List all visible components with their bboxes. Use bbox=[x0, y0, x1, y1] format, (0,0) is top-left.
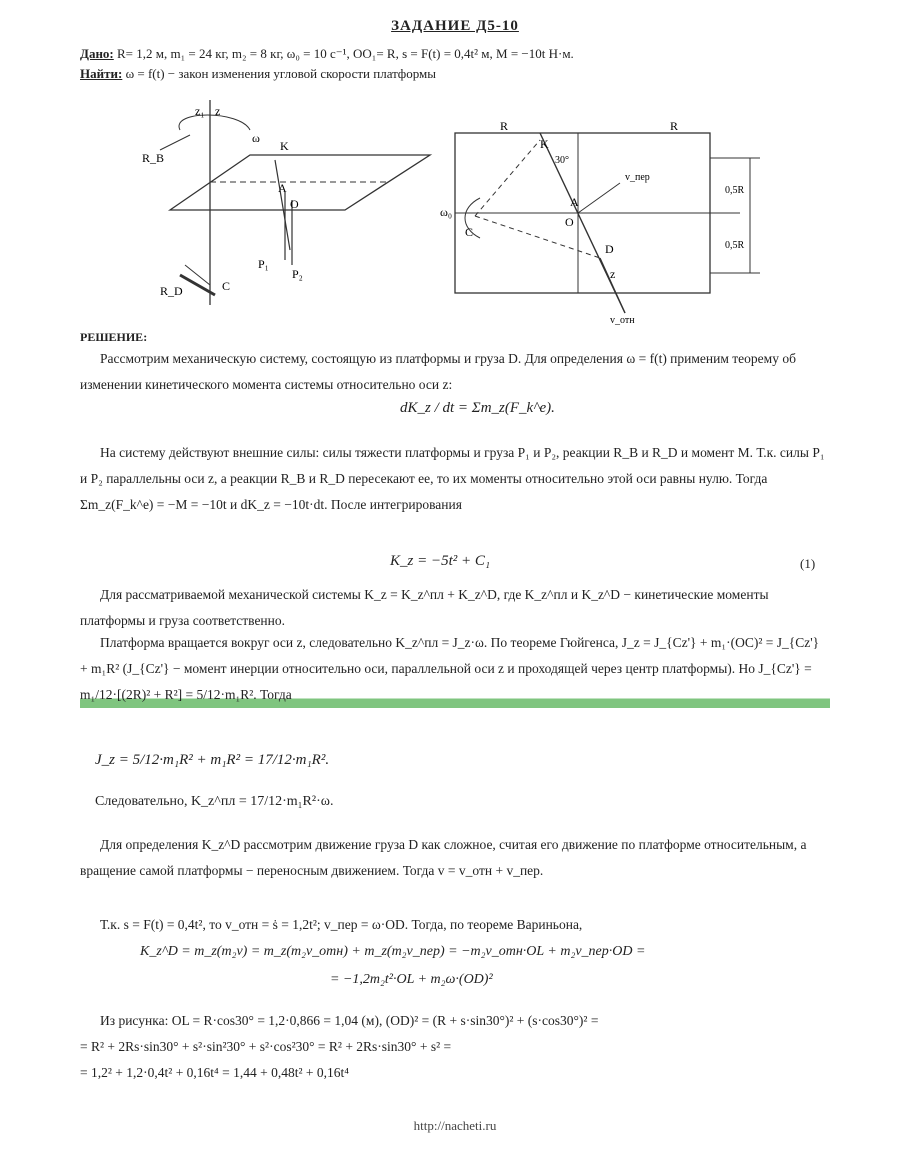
solution-paragraph-9: = 1,2² + 1,2·0,4t² + 0,16t⁴ = 1,44 + 0,48t² + 0,16t⁴ bbox=[80, 1065, 349, 1080]
dashed-od bbox=[475, 216, 600, 258]
solution-label: РЕШЕНИЕ: bbox=[80, 330, 148, 344]
equation-1: dK_z / dt = Σm_z(F_k^e). bbox=[400, 400, 555, 416]
groove-line bbox=[275, 160, 290, 250]
fig-left-label-0: z₁ bbox=[195, 104, 205, 118]
solution-paragraph-2: На систему действуют внешние силы: силы тяжести платформы и груза P₁ и P₂, реакции R_B и R_D и момент M. Т.к. силы P₁ и P₂ параллельны оси z, а реакции R_B и R_D пересекают ее, то их моменты относительно этой оси равны нулю. Тогда Σm_z(F_k^e) = −M = −10t и dK_z = −10t·dt. После интегрирования bbox=[80, 445, 825, 512]
fig-right-label-2: K bbox=[540, 137, 549, 151]
fig-right-label-12: v_отн bbox=[610, 315, 635, 326]
find-line bbox=[80, 66, 436, 82]
fig-left-label-2: ω bbox=[252, 131, 260, 145]
fig-right-label-10: 0,5R bbox=[725, 185, 745, 196]
fig-right-label-6: D bbox=[605, 242, 614, 256]
v-perenos-arrow bbox=[578, 183, 620, 213]
equation-5: K_z^D = m_z(m₂v) = m_z(m₂v_отн) + m_z(m₂v_пер) = −m₂v_отн·OL + m₂v_пер·OD = bbox=[140, 944, 646, 959]
fig-right-label-13: v_пер bbox=[625, 172, 650, 183]
fig-right-label-8: ω₀ bbox=[440, 205, 453, 219]
find-text: ω = f(t) − закон изменения угловой скорости платформы bbox=[125, 66, 436, 81]
dashed-ok bbox=[475, 140, 540, 216]
fig-right-label-1: R bbox=[670, 119, 679, 133]
fig-right-label-7: z bbox=[610, 267, 616, 281]
fig-left-label-3: K bbox=[280, 139, 289, 153]
given-line bbox=[80, 46, 574, 62]
solution-paragraph-8: = R² + 2Rs·sin30° + s²·sin²30° + s²·cos²30° = R² + 2Rs·sin30° + s² = bbox=[80, 1039, 452, 1054]
solution-paragraph-6: Т.к. s = F(t) = 0,4t², то v_отн = ṡ = 1,2t²; v_пер = ω·OD. Тогда, по теореме Вариньона, bbox=[100, 917, 583, 932]
reaction-rd-arrow bbox=[185, 265, 210, 285]
fig-right-label-3: 30° bbox=[555, 155, 569, 166]
solution-paragraph-3: Для рассматриваемой механической системы K_z = K_z^пл + K_z^D, где K_z^пл и K_z^D − кинетические моменты платформы и груза соответственно. bbox=[80, 587, 769, 628]
footer-url[interactable]: http://nacheti.ru bbox=[413, 1118, 497, 1133]
fig-left-label-7: P₂ bbox=[292, 267, 303, 281]
fig-right-label-5: O bbox=[565, 215, 574, 229]
equation-6: = −1,2m₂t²·OL + m₂ω·(OD)² bbox=[330, 972, 493, 987]
equation-2: K_z = −5t² + C₁ bbox=[390, 553, 491, 569]
figure-right-topview bbox=[440, 118, 780, 328]
given-label: Дано: bbox=[80, 46, 114, 61]
fig-left-label-6: P₁ bbox=[258, 257, 269, 271]
page-title: ЗАДАНИЕ Д5-10 bbox=[391, 18, 519, 34]
equation-4: Следовательно, K_z^пл = 17/12·m₁R²·ω. bbox=[95, 794, 334, 809]
fig-left-label-1: z bbox=[215, 104, 221, 118]
fig-right-label-9: C bbox=[465, 225, 474, 239]
fig-right-label-11: 0,5R bbox=[725, 240, 745, 251]
solution-paragraph-4: Платформа вращается вокруг оси z, следовательно K_z^пл = J_z·ω. По теореме Гюйгенса, J_z = J_{Cz'} + m₁·(OC)² = J_{Cz'} + m₁R² (J_{Cz'} − момент инерции относительно оси, параллельной оси z и проходящей через центр платформы). Но J_{Cz'} = m₁/12·[(2R)² + R²] = 5/12·m₁R². Тогда bbox=[80, 630, 830, 708]
reaction-rb-arrow bbox=[160, 135, 190, 150]
fig-right-label-4: A bbox=[570, 195, 579, 209]
fig-left-label-4: A bbox=[278, 181, 287, 195]
fig-left-label-10: C bbox=[222, 279, 231, 293]
solution-paragraph-5: Для определения K_z^D рассмотрим движение груза D как сложное, считая его движение по платформе относительным, а вращение самой платформы − переносным движением. Тогда v = v_отн + v_пер. bbox=[80, 837, 807, 878]
fig-left-label-8: R_B bbox=[142, 151, 165, 165]
fig-right-label-0: R bbox=[500, 119, 509, 133]
figure-left-platform bbox=[140, 100, 440, 310]
equation-2-number: (1) bbox=[800, 556, 816, 571]
given-text: R= 1,2 м, m₁ = 24 кг, m₂ = 8 кг, ω₀ = 10 с⁻¹, OO₁= R, s = F(t) = 0,4t² м, M = −10t Н·м. bbox=[117, 46, 574, 61]
find-label: Найти: bbox=[80, 66, 123, 81]
equation-3: J_z = 5/12·m₁R² + m₁R² = 17/12·m₁R². bbox=[95, 752, 330, 768]
solution-paragraph-1: Рассмотрим механическую систему, состоящую из платформы и груза D. Для определения ω = f(t) применим теорему об изменении кинетического момента системы относительно оси z: bbox=[80, 351, 796, 392]
fig-left-label-5: O bbox=[290, 197, 299, 211]
solution-paragraph-7: Из рисунка: OL = R·cos30° = 1,2·0,866 = 1,04 (м), (OD)² = (R + s·sin30°)² + (s·cos30°)² = bbox=[100, 1013, 599, 1028]
fig-left-label-9: R_D bbox=[160, 284, 183, 298]
